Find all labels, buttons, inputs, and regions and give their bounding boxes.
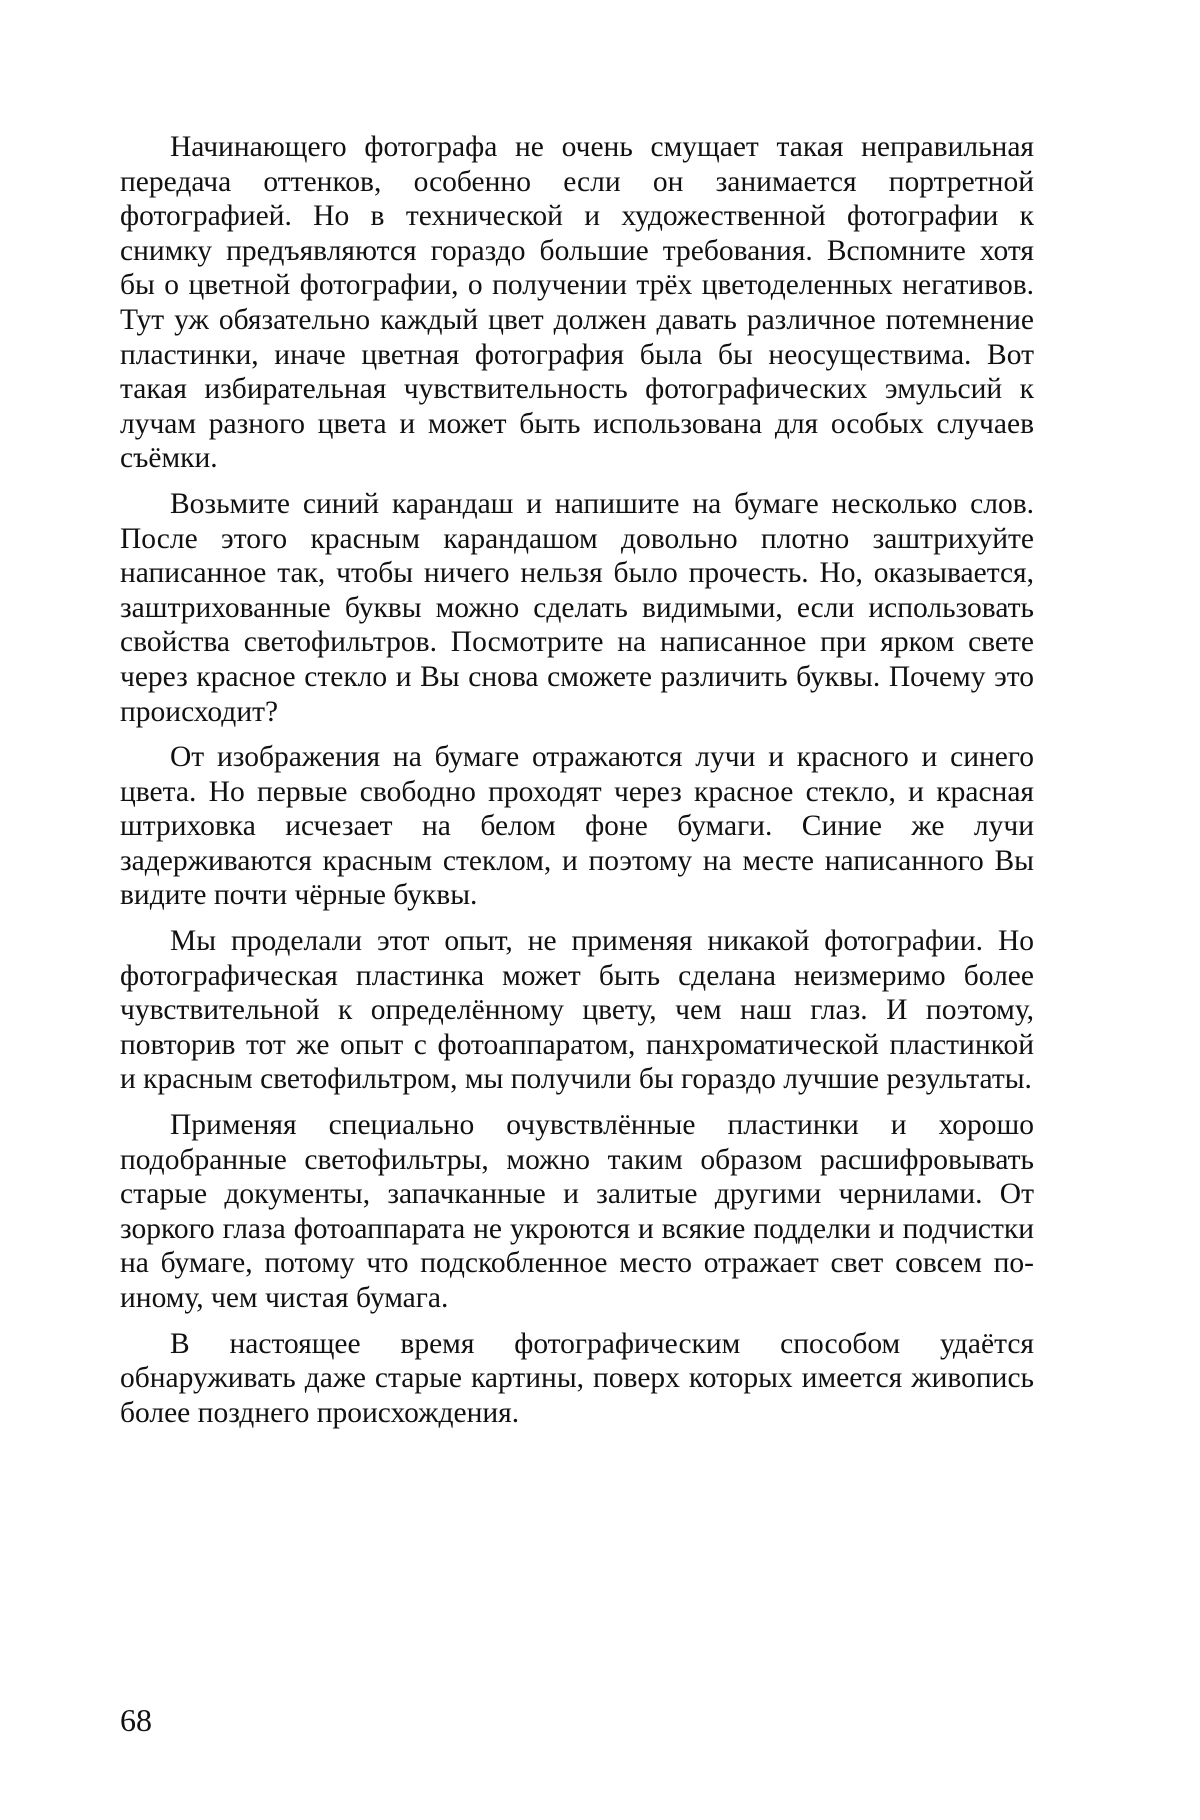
paragraph-2: Возьмите синий карандаш и напишите на бумаге несколько слов. После этого красным карандашом довольно плотно заштрихуйте написанное так, чтобы ничего нельзя было прочесть. Но, оказывается, заштрихованные буквы можно сделать видимыми, если использовать свойства светофильтров. Посмотрите на написанное при ярком свете через красное стекло и Вы снова сможете различить буквы. Почему это происходит?	[120, 487, 1034, 728]
paragraph-6: В настоящее время фотографическим способом удаётся обнаруживать даже старые картины, поверх которых имеется живопись более позднего происхождения.	[120, 1327, 1034, 1429]
page-body	[120, 130, 1034, 1430]
paragraph-3: От изображения на бумаге отражаются лучи и красного и синего цвета. Но первые свободно проходят через красное стекло, и красная штриховка исчезает на белом фоне бумаги. Синие же лучи задерживаются красным стеклом, и поэтому на месте написанного Вы видите почти чёрные буквы.	[120, 741, 1034, 912]
paragraph-4: Мы проделали этот опыт, не применяя никакой фотографии. Но фотографическая пластинка может быть сделана неизмеримо более чувствительной к определённому цвету, чем наш глаз. И поэтому, повторив тот же опыт с фотоаппаратом, панхроматической пластинкой и красным светофильтром, мы получили бы гораздо лучшие результаты.	[120, 925, 1034, 1096]
paragraph-5: Применяя специально очувствлённые пластинки и хорошо подобранные светофильтры, можно таким образом расшифровывать старые документы, запачканные и залитые другими чернилами. От зоркого глаза фотоаппарата не укроются и всякие подделки и подчистки на бумаге, потому что подскобленное место отражает свет совсем по-иному, чем чистая бумага.	[120, 1109, 1034, 1314]
paragraph-1: Начинающего фотографа не очень смущает такая неправильная передача оттенков, особенно если он занимается портретной фотографией. Но в технической и художественной фотографии к снимку предъявляются гораздо большие требования. Вспомните хотя бы о цветной фотографии, о получении трёх цветоделенных негативов. Тут уж обязательно каждый цвет должен давать различное потемнение пластинки, иначе цветная фотография была бы неосуществима. Вот такая избирательная чувствительность фотографических эмульсий к лучам разного цвета и может быть использована для особых случаев съёмки.	[120, 131, 1034, 475]
page-number: 68	[120, 1702, 152, 1738]
